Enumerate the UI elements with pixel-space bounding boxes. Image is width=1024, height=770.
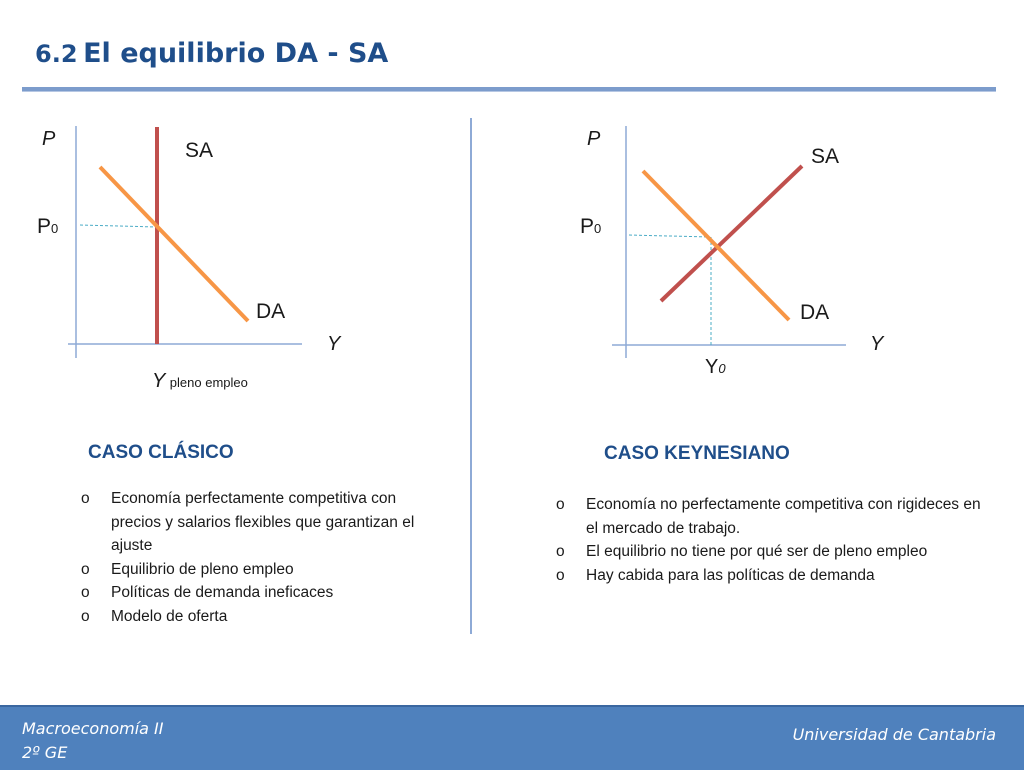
- right-price-guide: [629, 235, 710, 237]
- classical-bullet-list: [81, 487, 441, 628]
- left-sa-label: SA: [185, 139, 214, 162]
- right-p0-main: P: [580, 215, 595, 238]
- title-text: El equilibrio DA - SA: [83, 38, 389, 69]
- list-item: o Políticas de demanda ineficaces: [81, 581, 441, 605]
- right-y0-main: Y: [705, 356, 719, 378]
- list-item: o Economía no perfectamente competitiva con rigideces en el mercado de trabajo.: [556, 493, 996, 540]
- right-sa-label: SA: [811, 145, 840, 168]
- list-item: o Hay cabida para las políticas de demanda: [556, 564, 996, 588]
- list-item: o Equilibrio de pleno empleo: [81, 558, 441, 582]
- left-y-main: Y: [152, 370, 166, 392]
- right-da-label: DA: [800, 301, 830, 324]
- right-supply-curve: [661, 166, 802, 301]
- left-p0-sub: 0: [51, 221, 59, 236]
- right-y0-label: [705, 356, 726, 379]
- footer-course-info: [22, 717, 164, 765]
- right-p0-label: [580, 215, 601, 239]
- list-item: o Modelo de oferta: [81, 605, 441, 629]
- list-item: o El equilibrio no tiene por qué ser de pleno empleo: [556, 540, 996, 564]
- right-p0-sub: 0: [594, 221, 602, 236]
- left-p0-main: P: [37, 215, 52, 238]
- classical-case-heading: CASO CLÁSICO: [88, 442, 234, 463]
- left-da-label: DA: [256, 300, 286, 323]
- left-p-axis-label: P: [42, 128, 56, 150]
- footer-group: 2º GE: [22, 743, 68, 762]
- list-item: o Economía perfectamente competitiva con precios y salarios flexibles que garantizan el ajuste: [81, 487, 441, 558]
- title-number: 6.2: [35, 40, 78, 68]
- left-y-sub: pleno empleo: [169, 375, 248, 390]
- keynesian-case-heading: CASO KEYNESIANO: [604, 443, 790, 464]
- footer-course: Macroeconomía II: [22, 719, 164, 738]
- right-y-axis-label: Y: [870, 333, 884, 355]
- right-y0-sub: 0: [718, 361, 726, 376]
- left-y-axis-label: Y: [327, 333, 341, 355]
- footer-bar: [0, 705, 1024, 770]
- right-p-axis-label: P: [587, 128, 601, 150]
- keynesian-bullet-list: [556, 493, 996, 587]
- footer-university: Universidad de Cantabria: [792, 725, 996, 744]
